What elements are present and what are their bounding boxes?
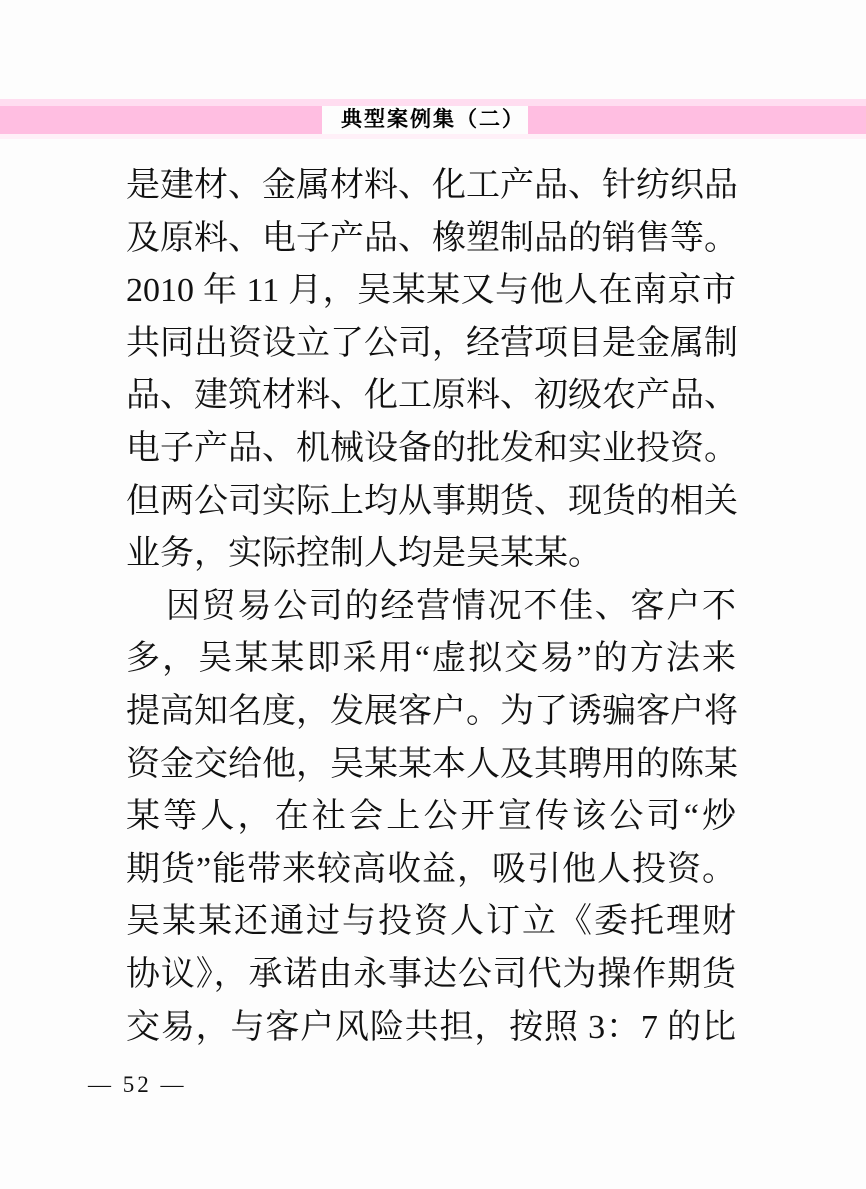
text-line: 电子产品、机械设备的批发和实业投资。	[126, 429, 738, 467]
text-line: 交易，与客户风险共担，按照 3：7 的比	[126, 1008, 736, 1046]
text-line: 因贸易公司的经营情况不佳、客户不	[166, 587, 736, 625]
body-text	[126, 160, 736, 1054]
text-line: 吴某某还通过与投资人订立《委托理财	[126, 903, 736, 941]
page-header	[0, 0, 866, 150]
text-line: 但两公司实际上均从事期货、现货的相关	[126, 482, 738, 520]
text-line: 协议》，承诺由永事达公司代为操作期货	[126, 955, 736, 993]
text-line: 期货”能带来较高收益，吸引他人投资。	[126, 850, 736, 888]
page-number: — 52 —	[88, 1072, 187, 1097]
text-line: 提高知名度，发展客户。为了诱骗客户将	[126, 692, 738, 730]
header-stripe-top	[0, 99, 866, 106]
text-line: 品、建筑材料、化工原料、初级农产品、	[126, 377, 738, 415]
text-line: 共同出资设立了公司，经营项目是金属制	[126, 324, 738, 362]
page-footer	[88, 1072, 187, 1098]
text-line: 是建材、金属材料、化工产品、针纺织品	[126, 167, 738, 204]
text-line: 资金交给他，吴某某本人及其聘用的陈某	[126, 745, 738, 783]
text-line: 2010 年 11 月，吴某某又与他人在南京市	[126, 272, 736, 310]
text-line: 多，吴某某即采用“虚拟交易”的方法来	[126, 640, 736, 678]
header-stripe-bottom	[0, 134, 866, 139]
running-head-title: 典型案例集（二）	[341, 108, 525, 131]
text-line: 某等人，在社会上公开宣传该公司“炒	[126, 798, 736, 836]
text-line: 业务，实际控制人均是吴某某。	[126, 535, 602, 573]
text-line: 及原料、电子产品、橡塑制品的销售等。	[126, 219, 738, 257]
